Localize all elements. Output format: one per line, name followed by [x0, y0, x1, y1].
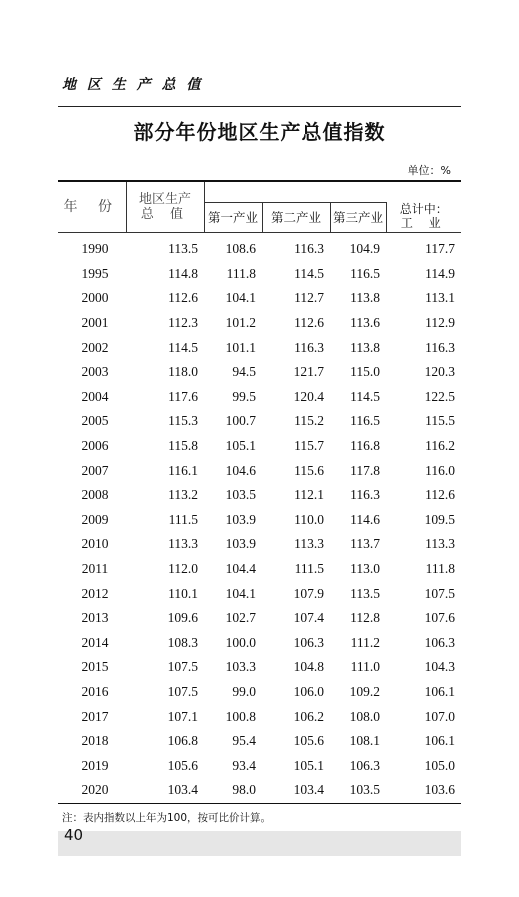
cell-value: 105.0 [424, 757, 456, 773]
cell-value: 112.9 [425, 315, 456, 331]
table-row [58, 483, 461, 508]
table-row [58, 311, 461, 336]
table-container [58, 180, 461, 804]
cell-value: 116.5 [350, 265, 381, 281]
cell-value: 115.6 [294, 462, 324, 478]
cell-value: 104.9 [349, 241, 381, 257]
table-row [58, 778, 461, 803]
cell-value: 110.1 [168, 585, 198, 601]
cell-value: 112.7 [294, 290, 324, 306]
cell-value: 112.3 [168, 315, 198, 331]
table-row [58, 532, 461, 557]
cell-value: 111.0 [350, 659, 381, 675]
header-gdp-line1: 地区生产 [138, 192, 191, 207]
header-primary: 第一产业 [204, 203, 262, 233]
cell-year: 2006 [81, 438, 109, 454]
cell-value: 108.6 [225, 241, 256, 257]
cell-value: 106.8 [167, 733, 198, 749]
cell-value: 105.1 [293, 757, 324, 773]
cell-value: 118.0 [168, 364, 198, 380]
cell-value: 99.0 [232, 683, 256, 699]
cell-value: 107.4 [293, 610, 324, 626]
cell-value: 103.6 [386, 778, 461, 803]
table-row [58, 286, 461, 311]
table-row [58, 385, 461, 410]
cell-value: 113.5 [350, 585, 381, 601]
cell-value: 120.3 [424, 364, 456, 380]
cell-value: 112.6 [294, 315, 324, 331]
cell-value: 100.0 [225, 634, 256, 650]
cell-value: 114.5 [294, 265, 324, 281]
cell-value: 103.4 [262, 778, 330, 803]
cell-value: 103.9 [225, 536, 256, 552]
header-gdp [126, 181, 204, 233]
cell-value: 107.1 [167, 708, 198, 724]
cell-year: 2002 [81, 339, 109, 355]
header-secondary: 第二产业 [262, 203, 330, 233]
cell-value: 104.4 [225, 561, 256, 577]
cell-year: 1990 [81, 241, 109, 257]
cell-year: 2008 [81, 487, 109, 503]
cell-value: 113.3 [294, 536, 324, 552]
cell-value: 114.5 [350, 388, 381, 404]
cell-value: 114.6 [350, 511, 381, 527]
cell-value: 112.6 [168, 290, 198, 306]
cell-value: 107.5 [424, 585, 456, 601]
cell-value: 106.1 [424, 733, 456, 749]
table-row [58, 233, 461, 262]
cell-value: 100.8 [225, 708, 256, 724]
cell-value: 111.5 [294, 561, 324, 577]
cell-value: 116.3 [294, 241, 324, 257]
cell-year: 2018 [81, 733, 109, 749]
cell-year: 2005 [81, 413, 109, 429]
gdp-index-table [58, 180, 461, 804]
table-row [58, 753, 461, 778]
cell-year: 2020 [58, 778, 126, 803]
cell-value: 114.8 [168, 265, 198, 281]
cell-value: 110.0 [294, 511, 324, 527]
cell-value: 104.1 [225, 290, 256, 306]
cell-value: 113.7 [350, 536, 381, 552]
cell-value: 112.0 [168, 561, 198, 577]
cell-value: 104.8 [293, 659, 324, 675]
header-industry-line2: 工 业 [400, 216, 447, 230]
cell-year: 2011 [81, 561, 109, 577]
cell-value: 95.4 [232, 733, 256, 749]
header-industry [386, 181, 461, 233]
cell-value: 116.3 [294, 339, 324, 355]
table-row [58, 631, 461, 656]
table-row [58, 434, 461, 459]
cell-value: 99.5 [232, 388, 256, 404]
table-row [58, 409, 461, 434]
header-tertiary: 第三产业 [330, 203, 386, 233]
table-row [58, 335, 461, 360]
table-row [58, 557, 461, 582]
cell-year: 2019 [81, 757, 109, 773]
cell-value: 94.5 [232, 364, 256, 380]
cell-value: 108.1 [349, 733, 381, 749]
cell-value: 115.8 [168, 438, 198, 454]
cell-value: 106.3 [424, 634, 456, 650]
header-rule [58, 106, 461, 107]
cell-year: 1995 [81, 265, 109, 281]
table-row [58, 655, 461, 680]
table-note: 注：表内指数以上年为100，按可比价计算。 [62, 812, 272, 824]
cell-value: 116.3 [425, 339, 456, 355]
cell-value: 98.0 [204, 778, 262, 803]
cell-value: 106.3 [349, 757, 381, 773]
cell-year: 2012 [81, 585, 109, 601]
cell-value: 104.3 [424, 659, 456, 675]
table-row [58, 704, 461, 729]
cell-value: 104.1 [225, 585, 256, 601]
table-row [58, 729, 461, 754]
header-gdp-line2: 总 值 [140, 207, 190, 222]
cell-value: 108.3 [167, 634, 198, 650]
cell-value: 116.5 [350, 413, 381, 429]
cell-value: 106.1 [424, 683, 456, 699]
cell-value: 117.7 [425, 241, 456, 257]
cell-value: 115.7 [294, 438, 324, 454]
table-row [58, 680, 461, 705]
cell-value: 122.5 [424, 388, 456, 404]
header-industry-line1: 总计中： [399, 202, 448, 216]
cell-value: 103.5 [225, 487, 256, 503]
cell-year: 2016 [81, 683, 109, 699]
cell-value: 117.6 [168, 388, 198, 404]
cell-value: 102.7 [225, 610, 256, 626]
cell-value: 113.5 [168, 241, 198, 257]
cell-value: 113.6 [350, 315, 381, 331]
table-row [58, 458, 461, 483]
cell-value: 108.0 [349, 708, 381, 724]
cell-value: 114.5 [168, 339, 198, 355]
cell-value: 111.8 [425, 561, 456, 577]
table-row [58, 360, 461, 385]
cell-value: 93.4 [232, 757, 256, 773]
cell-value: 112.8 [350, 610, 381, 626]
cell-year: 2009 [81, 511, 109, 527]
cell-year: 2000 [81, 290, 109, 306]
cell-year: 2015 [81, 659, 109, 675]
running-head: 地 区 生 产 总 值 [62, 77, 204, 93]
cell-year: 2017 [81, 708, 109, 724]
cell-value: 111.5 [168, 511, 198, 527]
cell-value: 104.6 [225, 462, 256, 478]
cell-value: 105.1 [225, 438, 256, 454]
cell-value: 106.2 [293, 708, 324, 724]
header-spacer [204, 181, 386, 203]
cell-value: 107.6 [424, 610, 456, 626]
cell-value: 113.3 [168, 536, 198, 552]
cell-value: 105.6 [167, 757, 198, 773]
page-number: 40 [64, 826, 84, 844]
cell-value: 116.2 [425, 438, 456, 454]
cell-value: 116.8 [350, 438, 381, 454]
footer-band [58, 831, 461, 856]
cell-value: 107.0 [424, 708, 456, 724]
cell-value: 113.3 [425, 536, 456, 552]
cell-value: 111.2 [350, 634, 381, 650]
cell-value: 113.0 [350, 561, 381, 577]
cell-value: 112.6 [425, 487, 456, 503]
header-year: 年 份 [58, 181, 126, 233]
cell-value: 116.1 [168, 462, 198, 478]
cell-value: 113.1 [425, 290, 456, 306]
cell-value: 115.5 [425, 413, 456, 429]
cell-value: 107.9 [293, 585, 324, 601]
cell-value: 105.6 [293, 733, 324, 749]
cell-value: 103.5 [330, 778, 386, 803]
cell-value: 114.9 [425, 265, 456, 281]
cell-value: 109.5 [424, 511, 456, 527]
cell-value: 106.3 [293, 634, 324, 650]
cell-value: 120.4 [293, 388, 324, 404]
table-row [58, 606, 461, 631]
table-body [58, 233, 461, 804]
page-title: 部分年份地区生产总值指数 [133, 120, 386, 144]
cell-value: 121.7 [293, 364, 324, 380]
cell-value: 115.3 [168, 413, 198, 429]
cell-year: 2014 [81, 634, 109, 650]
cell-value: 111.8 [226, 265, 256, 281]
cell-year: 2010 [81, 536, 109, 552]
cell-value: 117.8 [350, 462, 381, 478]
cell-year: 2013 [81, 610, 109, 626]
table-row [58, 262, 461, 287]
cell-value: 103.3 [225, 659, 256, 675]
cell-value: 116.3 [350, 487, 381, 503]
cell-year: 2007 [81, 462, 109, 478]
cell-value: 103.9 [225, 511, 256, 527]
cell-value: 109.2 [349, 683, 381, 699]
unit-label: 单位：% [407, 164, 451, 177]
cell-value: 101.1 [225, 339, 256, 355]
table-row [58, 581, 461, 606]
cell-value: 113.2 [168, 487, 198, 503]
cell-value: 116.0 [425, 462, 456, 478]
cell-value: 109.6 [167, 610, 198, 626]
cell-year: 2001 [81, 315, 109, 331]
cell-value: 115.2 [294, 413, 324, 429]
cell-value: 115.0 [350, 364, 381, 380]
cell-value: 107.5 [167, 659, 198, 675]
cell-year: 2003 [81, 364, 109, 380]
cell-value: 100.7 [225, 413, 256, 429]
cell-value: 103.4 [126, 778, 204, 803]
cell-value: 113.8 [350, 339, 381, 355]
cell-value: 112.1 [294, 487, 324, 503]
cell-value: 106.0 [293, 683, 324, 699]
cell-year: 2004 [81, 388, 109, 404]
cell-value: 101.2 [225, 315, 256, 331]
cell-value: 113.8 [350, 290, 381, 306]
table-row [58, 508, 461, 533]
cell-value: 107.5 [167, 683, 198, 699]
